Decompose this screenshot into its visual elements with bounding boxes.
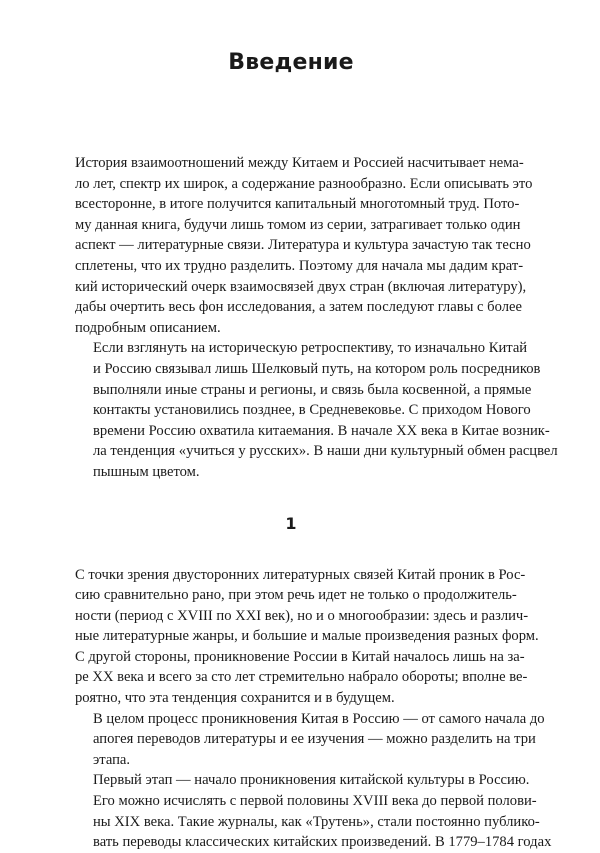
text-line: и Россию связывал лишь Шелковый путь, на котором роль посредников (93, 360, 541, 377)
text-line: выполняли иные страны и регионы, и связь была косвенной, а прямые (93, 381, 532, 398)
intro-paragraph-1 (75, 153, 533, 338)
text-line: ло лет, спектр их широк, а содержание разнообразно. Если описывать это (75, 175, 533, 192)
text-line: Первый этап — начало проникновения китайской культуры в Россию. (93, 772, 530, 789)
chapter-title: Введение (228, 50, 354, 75)
text-line: С другой стороны, проникновение России в Китай началось лишь на за- (75, 648, 525, 665)
text-line: ности (период с XVIII по XXI век), но и о многообразии: здесь и различ- (75, 607, 529, 624)
text-line: аспект — литературные связи. Литература и культура зачастую так тесно (75, 237, 531, 254)
text-line: ны XIX века. Такие журналы, как «Трутень», стали постоянно публико- (93, 813, 540, 830)
text-line: ла тенденция «учиться у русских». В наши дни культурный обмен расцвел (93, 443, 558, 460)
text-line: С точки зрения двусторонних литературных связей Китай проник в Рос- (75, 566, 526, 583)
section-number: 1 (285, 513, 297, 533)
text-line: Если взглянуть на историческую ретроспективу, то изначально Китай (93, 340, 528, 357)
text-line: апогея переводов литературы и ее изучения — можно разделить на три (93, 731, 536, 748)
text-line: В целом процесс проникновения Китая в Россию — от самого начала до (93, 710, 545, 727)
text-line: сию сравнительно рано, при этом речь идет не только о продолжитель- (75, 587, 517, 604)
intro-text (75, 153, 558, 483)
text-line: кий исторический очерк взаимосвязей двух стран (включая литературу), (75, 278, 527, 295)
section-paragraph-2 (75, 709, 545, 771)
section-paragraph-3 (75, 770, 552, 852)
text-line: вать переводы классических китайских произведений. В 1779–1784 годах (93, 834, 552, 851)
text-line: контакты установились позднее, в Средневековье. С приходом Нового (93, 402, 531, 419)
text-line: ре XX века и всего за сто лет стремительно набрало обороты; вполне ве- (75, 669, 528, 686)
text-line: этапа. (93, 751, 131, 768)
section-text (75, 565, 552, 853)
text-line: ные литературные жанры, и большие и малые произведения разных форм. (75, 628, 539, 645)
text-line: История взаимоотношений между Китаем и Россией насчитывает нема- (75, 155, 524, 171)
text-line: подробным описанием. (75, 319, 221, 336)
text-line: му данная книга, будучи лишь томом из серии, затрагивает только один (75, 216, 521, 233)
text-line: дабы очертить весь фон исследования, а затем последуют главы с более (75, 299, 522, 316)
text-line: Его можно исчислять с первой половины XVIII века до первой полови- (93, 793, 537, 810)
intro-paragraph-2 (75, 338, 558, 482)
section-paragraph-1 (75, 565, 539, 709)
text-line: всесторонне, в итоге получится капитальный многотомный труд. Пото- (75, 196, 520, 213)
text-line: роятно, что эта тенденция сохранится и в будущем. (75, 690, 395, 707)
text-line: сплетены, что их трудно разделить. Поэтому для начала мы дадим крат- (75, 257, 524, 274)
text-line: времени Россию охватила китаемания. В начале XX века в Китае возник- (93, 422, 550, 439)
text-line: пышным цветом. (93, 463, 200, 480)
